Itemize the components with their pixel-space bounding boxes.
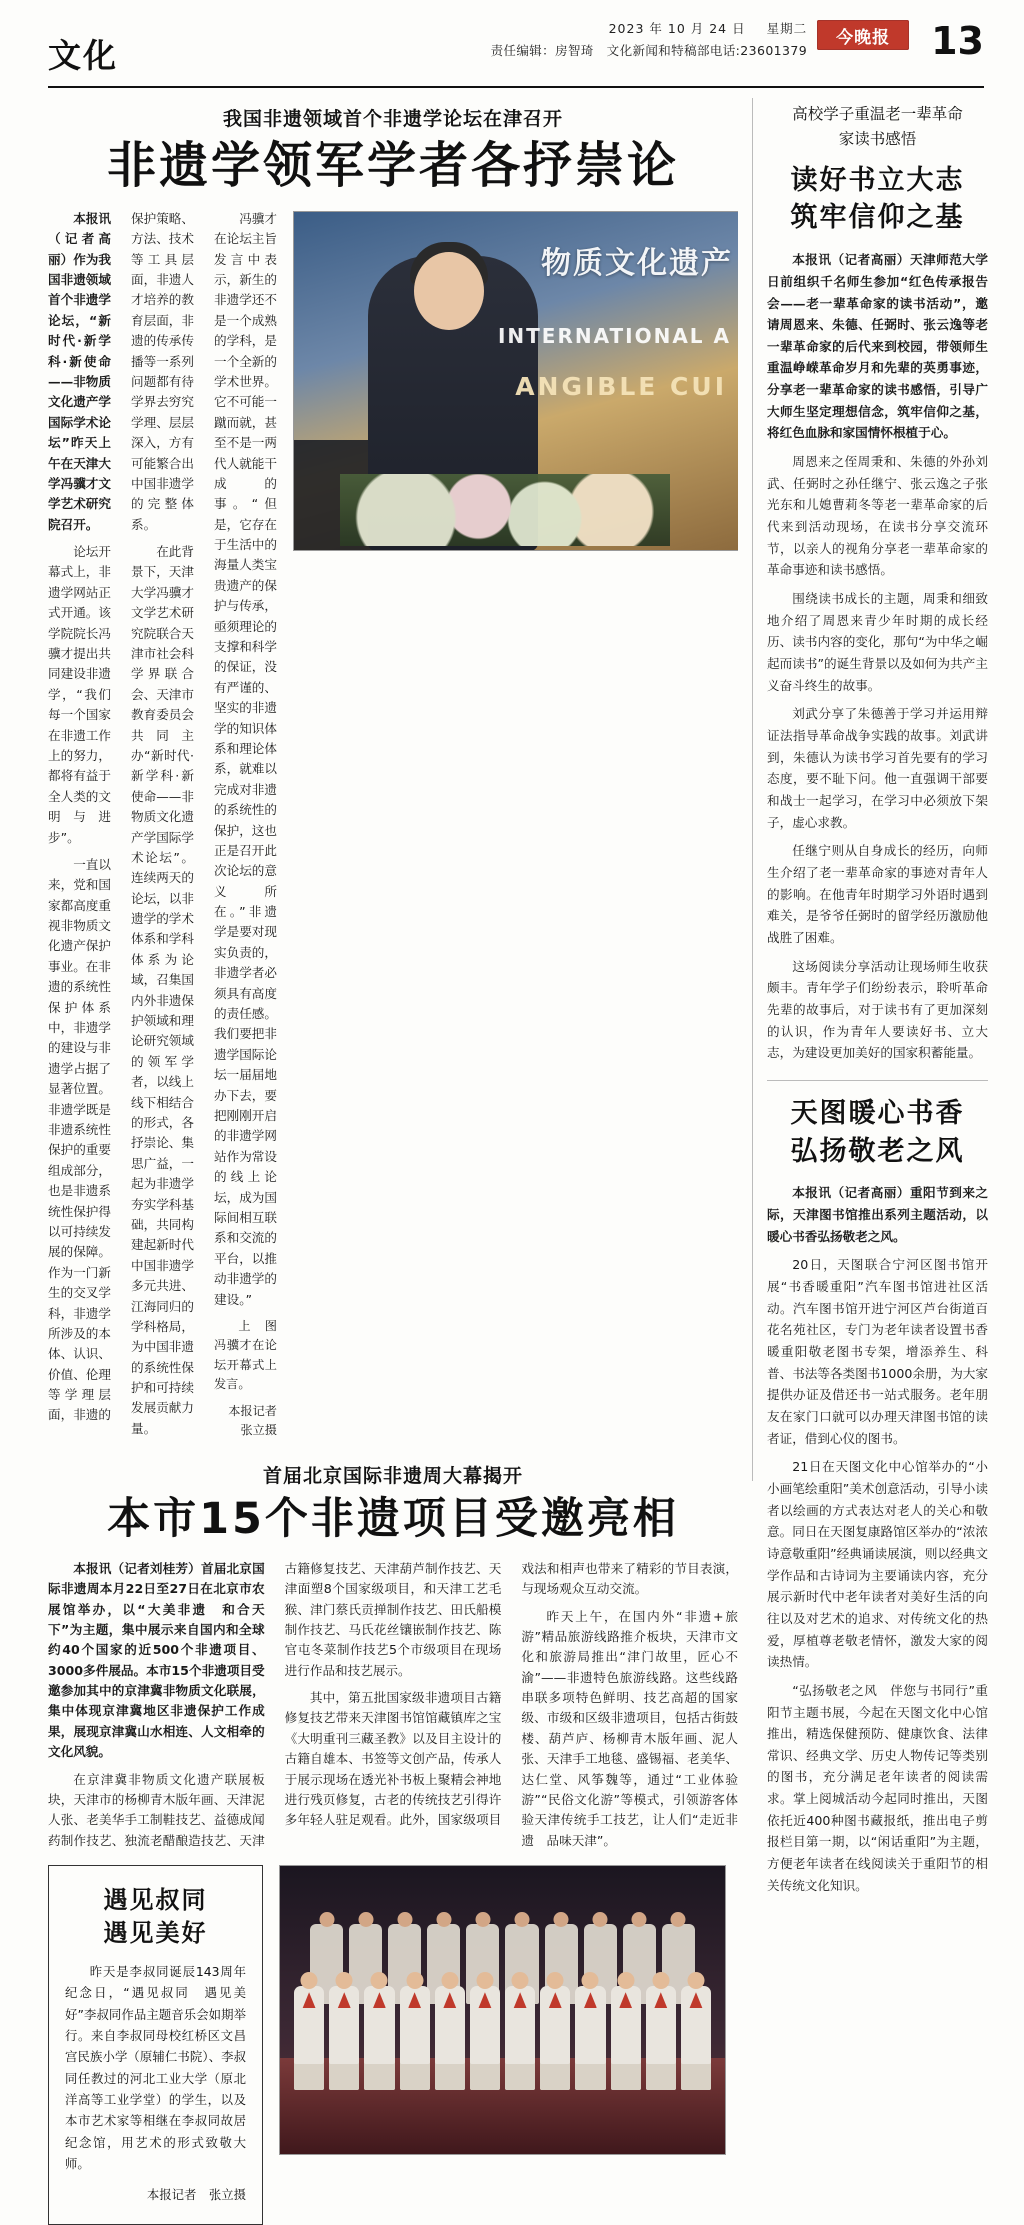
article3-title-line2: 遇见美好: [103, 1918, 208, 1947]
choir-member: [329, 1986, 359, 2090]
article1-text: [48, 209, 290, 1441]
choir-member: [294, 1986, 324, 2090]
publication-date: 2023 年 10 月 24 日: [608, 21, 746, 36]
choir-member: [505, 1986, 535, 2090]
bottom-row: [48, 1865, 738, 2224]
article4-kicker: [767, 102, 988, 152]
section-title: 文化: [48, 36, 118, 75]
photo-flowers: [340, 474, 670, 546]
choir-member: [611, 1986, 641, 2090]
article2-paragraph: 本报讯（记者刘桂芳）首届北京国际非遗周本月22日至27日在北京市农展馆举办，以“大美非遗 和合天下”为主题，集中展示来自国内和全球约40个国家的近500个非遗项目、3000多件展品。本市15个非遗项目受邀参加其中的京津冀非物质文化联展，集中体现京津冀地区非遗保护工作成果，展现京津冀山水相连、人文相牵的文化风貌。: [48, 1560, 265, 1760]
article2-paragraph: 昨天上午，在国内外“非遗+旅游”精品旅游线路推介板块，天津市文化和旅游局推出“津门故里，匠心不渝”——非遗特色旅游线路。这些线路串联多项特色鲜明、技艺高超的国家级、市级和区级非遗项目，包括古街鼓楼、葫芦庐、杨柳青木版年画、泥人张、天津手工地毯、盛锡福、老美华、达仁堂、风筝魏等，通过“工业体验游”“民俗文化游”等模式，引领游客体验天津传统手工技艺，让人们“走近非遗 品味天津”。: [521, 1608, 738, 1848]
article4-paragraph: 任继宁则从自身成长的经历，向师生介绍了老一辈革命家的事迹对青年人的影响。在他青年时期学习外语时遇到难关，是爷爷任弼时的留学经历激励他战胜了困难。: [767, 843, 988, 945]
editor-line: 责任编辑：房智琦 文化新闻和特稿部电话:23601379: [490, 42, 808, 58]
article1-photo-block: [293, 211, 738, 551]
article4-paragraph: 本报讯（记者高丽）天津师范大学日前组织千名师生参加“红色传承报告会——老一辈革命家的读书活动”，邀请周恩来、朱德、任弼时、张云逸等老一辈革命家的后代来到校园，带领师生重温峥嵘革命岁月和先辈的英勇事迹，分享老一辈革命家的读书感悟，引导广大师生坚定理想信念，筑牢信仰之基，将红色血脉和家国情怀根植于心。: [767, 252, 988, 441]
article1-paragraph: 在此背景下，天津大学冯骥才文学艺术研究院联合天津市社会科学界联合会、天津市教育委员会共同主办“新时代·新学科·新使命——非物质文化遗产学国际学术论坛”。连续两天的论坛，以非遗学的学术体系和学科体系为论域，召集国内外非遗保护领域和理论研究领域的领军学者，以线上线下相结合的形式，各抒崇论、集思广益，一起为非遗学夯实学科基础，共同构建起新时代中国非遗学多元共进、江海同归的学科格局，为中国非遗的系统性保护和可持续发展贡献力量。: [131, 544, 194, 1436]
article4-paragraph: 周恩来之侄周秉和、朱德的外孙刘武、任弼时之孙任继宁、张云逸之子张光东和儿媳曹莉冬等老一辈革命家的后代来到活动现场，在读书分享交流环节，以亲人的视角分享老一辈革命家的革命事迹和读书感悟。: [767, 454, 988, 578]
article2-paragraph: 其中，第五批国家级非遗项目古籍修复技艺带来天津图书馆馆藏镇库之宝《大明重刊三藏圣教》以及目主设计的古籍自雄本、书签等文创产品，传承人于展示现场在透光补书板上聚精会神地进行残页修复，古老的传统技艺引得许多年轻人驻足观看。此外，国家级项目戏法和相声也带来了精彩的节目表演，与现场观众互动交流。: [284, 1560, 738, 1828]
article4-text: [767, 249, 988, 1064]
photo-speaker-head: [414, 252, 484, 330]
article1-photo: [293, 211, 738, 551]
article4-paragraph: 围绕读书成长的主题，周秉和细致地介绍了周恩来青少年时期的成长经历、读书内容的变化，那句“为中华之崛起而读书”的诞生背景以及如何为共产主义奋斗终生的故事。: [767, 591, 988, 693]
choir-member: [400, 1986, 430, 2090]
article1-paragraph: 一直以来，党和国家都高度重视非物质文化遗产保护事业。在非遗的系统性保护体系中，非遗学的建设与非遗学占据了显著位置。非遗学既是非遗系统性保护的重要组成部分，也是非遗系统性保护得以可持续发展的保障。作为一门新生的交叉学科，非遗学所涉及的本体、认识、价值、伦理等学理层面，非遗的保护策略、方法、技术等工具层面，非遗人才培养的教育层面，非遗的传承传播等一系列问题都有待学界去穷究学理、层层深入，方有可能繁合出中国非遗学的完整体系。: [48, 210, 194, 1423]
article1-paragraph: 论坛开幕式上，非遗学网站正式开通。该学院院长冯骥才提出共同建设非遗学，“我们每一个国家在非遗工作上的努力，都将有益于全人类的文明与进步”。: [48, 544, 111, 845]
article1-caption: 上图 冯骥才在论坛开幕式上发言。: [214, 1318, 290, 1392]
masthead: [0, 0, 1024, 78]
publication-date-line: [491, 18, 808, 40]
article5-paragraph: 20日，天图联合宁河区图书馆开展“书香暖重阳”汽车图书馆进社区活动。汽车图书馆开进宁河区芦台街道百花名苑社区，专门为老年读者设置书香暖重阳敬老图书专架，增添养生、科普、书法等各类图书1000余册，为大家提供办证及借还书一站式服务。老年朋友在家门口就可以办理天津图书馆的读者证，借到心仪的图书。: [767, 1257, 988, 1446]
article4-headline-line2: 筑牢信仰之基: [790, 202, 965, 234]
article3-paragraph: 昨天是李叔同诞辰143周年纪念日，“遇见叔同 遇见美好”李叔同作品主题音乐会如期举行。来自李叔同母校红桥区文昌宫民族小学（原辅仁书院）、李叔同任教过的河北工业大学（原北洋高等工业学堂）的学生，以及本市艺术家等相继在李叔同故居纪念馆，用艺术的形式致敬大师。: [65, 1963, 246, 2171]
article4-paragraph: 这场阅读分享活动让现场师生收获颇丰。青年学子们纷纷表示，聆听革命先辈的故事后，对于读书有了更加深刻的认识，作为青年人要读好书、立大志，为建设更加美好的国家积蓄能量。: [767, 958, 988, 1061]
article-red-heritage-report: [767, 102, 988, 1064]
article1-caption-credit: 本报记者 张立摄: [228, 1403, 277, 1438]
article2-kicker: 首届北京国际非遗周大幕揭开: [262, 1465, 523, 1487]
article-li-shutong: [48, 1865, 263, 2224]
choir-member: [681, 1986, 711, 2090]
photo-overlay-cn: 物质文化遗产: [541, 245, 733, 281]
article5-paragraph: 21日在天图文化中心馆举办的“小小画笔绘重阳”美术创意活动，引导小读者以绘画的方式表达对老人的关心和敬意。同日在天图复康路馆区举办的“浓浓诗意敬重阳”经典诵读展演，则以经典文学作品和古诗词为主要诵读内容，充分展示新时代中老年读者对美好生活的向往以及对艺术的追求、对传统文化的热爱，厚植尊老敬老情怀，激发大家的阅读热情。: [767, 1459, 988, 1670]
article3-photo: [279, 1865, 726, 2155]
article2-paragraph: 在京津冀非物质文化遗产联展板块，天津市的杨柳青木版年画、天津泥人张、老美华手工制鞋技艺、益德成闻药制作技艺、独流老醋酿造技艺、天津古籍修复技艺、天津葫芦制作技艺、天津面塑8个国家级项目，和天津工艺毛猴、津门蔡氏贡掸制作技艺、田氏船模制作技艺、马氏花丝镶嵌制作技艺、陈官屯冬菜制作技艺5个市级项目在现场进行作品和技艺展示。: [48, 1560, 502, 1848]
choir-member: [364, 1986, 394, 2090]
article5-headline-line1: 天图暖心书香: [790, 1097, 965, 1129]
article4-kicker-line1: 高校学子重温老一辈革命: [792, 105, 963, 123]
article1-paragraph: 本报讯（记者高丽）作为我国非遗领域首个非遗学论坛，“新时代·新学科·新使命——非物质文化遗产学国际学术论坛”昨天上午在天津大学冯骥才文学艺术研究院召开。: [48, 210, 111, 532]
article1-kicker: 我国非遗领域首个非遗学论坛在津召开: [222, 108, 563, 130]
article3-credit: 本报记者 张立摄: [146, 2187, 246, 2203]
publication-weekday: 星期二: [766, 21, 808, 36]
article1-headline: 非遗学领军学者各抒崇论: [106, 137, 679, 194]
article1-paragraph: 冯骥才在论坛主旨发言中表示，新生的非遗学还不是一个成熟的学科，是一个全新的学术世界。它不可能一蹴而就，甚至不是一两代人就能干成的事。“但是，它存在于生活中的海量人类宝贵遗产的保护与传承，亟须理论的支撑和科学的保证，没有严谨的、坚实的非遗学的知识体系和理论体系，就难以完成对非遗的系统性的保护，这也正是召开此次论坛的意义所在。”非遗学是要对现实负责的，非遗学者必须具有高度的责任感。我们要把非遗学国际论坛一届届地办下去，要把刚刚开启的非遗学网站作为常设的线上论坛，成为国际间相互联系和交流的平台，以推动非遗学的建设。”: [214, 210, 277, 1307]
article2-text: [48, 1559, 738, 1851]
article4-kicker-line2: 家读书感悟: [838, 129, 917, 148]
page-number: 13: [931, 19, 984, 63]
photo-choir-front-row: [294, 1970, 711, 2090]
newspaper-nameplate: 今晚报: [817, 20, 909, 50]
article2-headline: 本市15个非遗项目受邀亮相: [107, 1494, 679, 1544]
masthead-right: [491, 18, 984, 62]
column-divider: [752, 98, 753, 1481]
article4-paragraph: 刘武分享了朱德善于学习并运用辩证法指导革命战争实践的故事。刘武讲到，朱德认为读书学习首先要有的学习态度，要不耻下问。他一直强调干部要和战士一起学习，在学习中必须放下架子，虚心求教。: [767, 706, 988, 830]
article5-headline-line2: 弘扬敬老之风: [790, 1135, 965, 1167]
article-divider: [767, 1080, 988, 1081]
article4-headline: [767, 162, 988, 238]
article-beijing-intl-ich-week: [48, 1461, 738, 1851]
left-zone: [48, 98, 738, 2203]
masthead-rule: [48, 86, 984, 88]
page-body: [48, 98, 988, 2203]
article5-paragraph: 本报讯（记者高丽）重阳节到来之际，天津图书馆推出系列主题活动，以暖心书香弘扬敬老之风。: [767, 1185, 988, 1244]
choir-member: [575, 1986, 605, 2090]
article5-paragraph: “弘扬敬老之风 伴您与书同行”重阳节主题书展，今起在天图文化中心馆推出，精选保健预防、健康饮食、法律常识、经典文学、历史人物传记等类别的图书，充分满足老年读者的阅读需求。掌上阅城活动今起同时推出，天图依托近400种图书藏报纸，推出电子剪报栏目第一期，以“闲话重阳”为主题，方便老年读者在线阅读关于重阳节的相关传统文化知识。: [767, 1682, 988, 1893]
article-library-chongyang: [767, 1095, 988, 1897]
right-zone: [767, 98, 988, 1893]
article-nonheritage-forum: [48, 104, 738, 1441]
choir-member: [646, 1986, 676, 2090]
masthead-info: [491, 18, 808, 62]
article4-headline-line1: 读好书立大志: [790, 164, 965, 196]
article5-text: [767, 1182, 988, 1896]
photo-overlay-en2: ANGIBLE CUI: [515, 371, 727, 401]
photo-overlay-en1: INTERNATIONAL A: [497, 323, 731, 348]
article5-headline: [767, 1095, 988, 1171]
choir-member: [540, 1986, 570, 2090]
choir-member: [435, 1986, 465, 2090]
choir-member: [470, 1986, 500, 2090]
article3-title: [65, 1884, 246, 1949]
article3-title-line1: 遇见叔同: [103, 1886, 208, 1915]
